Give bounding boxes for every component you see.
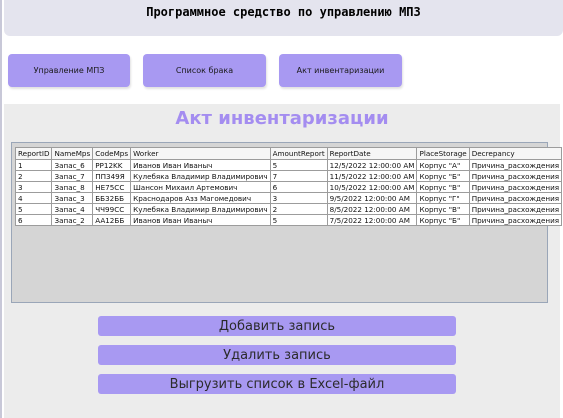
table-cell[interactable]: 2 (16, 171, 52, 182)
table-cell[interactable]: 5 (16, 204, 52, 215)
table-cell[interactable]: Кулебяка Владимир Владимирович (131, 204, 270, 215)
app-header (4, 0, 563, 36)
export-excel-button[interactable]: Выгрузить список в Excel-файл (98, 374, 456, 394)
table-cell[interactable]: Запас_3 (52, 193, 93, 204)
table-row[interactable] (16, 193, 562, 204)
column-header[interactable]: Worker (131, 148, 270, 160)
column-header[interactable]: Decrepancy (469, 148, 561, 160)
window-edge (0, 0, 2, 418)
delete-record-button[interactable]: Удалить запись (98, 345, 456, 365)
table-cell[interactable]: Причина_расхождения (469, 215, 561, 226)
table-cell[interactable]: 5 (270, 215, 327, 226)
table-cell[interactable]: Запас_8 (52, 182, 93, 193)
page-title: Акт инвентаризации (175, 108, 389, 129)
app-title: Программное средство по управлению МПЗ (146, 5, 421, 19)
table-cell[interactable]: ПП349Я (93, 171, 131, 182)
table-cell[interactable]: Корпус "Б" (417, 215, 469, 226)
table-cell[interactable]: 3 (270, 193, 327, 204)
table-row[interactable] (16, 204, 562, 215)
table-cell[interactable]: ББ32ББ (93, 193, 131, 204)
column-header[interactable]: PlaceStorage (417, 148, 469, 160)
table-cell[interactable]: Кулебяка Владимир Владимирович (131, 171, 270, 182)
table-header (16, 148, 562, 160)
table-cell[interactable]: Запас_7 (52, 171, 93, 182)
table-cell[interactable]: Причина_расхождения (469, 160, 561, 171)
table-cell[interactable]: Причина_расхождения (469, 204, 561, 215)
table-cell[interactable]: Запас_4 (52, 204, 93, 215)
table-cell[interactable]: 8/5/2022 12:00:00 AM (327, 204, 417, 215)
table-cell[interactable]: 12/5/2022 12:00:00 AM (327, 160, 417, 171)
column-header[interactable]: CodeMps (93, 148, 131, 160)
table-cell[interactable]: Запас_2 (52, 215, 93, 226)
table-cell[interactable]: Причина_расхождения (469, 171, 561, 182)
table-row[interactable] (16, 171, 562, 182)
table-cell[interactable]: Корпус "Г" (417, 193, 469, 204)
table-cell[interactable]: Краснодаров Азз Магомедович (131, 193, 270, 204)
report-grid[interactable] (11, 142, 560, 303)
table-cell[interactable]: Запас_6 (52, 160, 93, 171)
table-cell[interactable]: Причина_расхождения (469, 182, 561, 193)
table-cell[interactable]: 6 (270, 182, 327, 193)
table-cell[interactable]: 7/5/2022 12:00:00 AM (327, 215, 417, 226)
table-cell[interactable]: 4 (16, 193, 52, 204)
table-cell[interactable]: Корпус "А" (417, 160, 469, 171)
table-cell[interactable]: Иванов Иван Иваныч (131, 160, 270, 171)
table-cell[interactable]: 1 (16, 160, 52, 171)
table-cell[interactable]: 6 (16, 215, 52, 226)
manage-mpz-button[interactable]: Управление МПЗ (8, 54, 130, 87)
table-cell[interactable]: Корпус "В" (417, 204, 469, 215)
inventory-panel (4, 104, 560, 418)
table-cell[interactable]: ЧЧ99СС (93, 204, 131, 215)
table-cell[interactable]: 11/5/2022 12:00:00 AM (327, 171, 417, 182)
defects-list-button[interactable]: Список брака (143, 54, 266, 87)
table-row[interactable] (16, 160, 562, 171)
table-cell[interactable]: HE75CC (93, 182, 131, 193)
table-cell[interactable]: 10/5/2022 12:00:00 AM (327, 182, 417, 193)
table-cell[interactable]: PP12KK (93, 160, 131, 171)
table-cell[interactable]: Шансон Михаил Артемович (131, 182, 270, 193)
table-cell[interactable]: Корпус "Б" (417, 171, 469, 182)
table-cell[interactable]: Причина_расхождения (469, 193, 561, 204)
column-header[interactable]: ReportID (16, 148, 52, 160)
table-cell[interactable]: 3 (16, 182, 52, 193)
table-cell[interactable]: Иванов Иван Иваныч (131, 215, 270, 226)
table-cell[interactable]: 9/5/2022 12:00:00 AM (327, 193, 417, 204)
report-table[interactable] (15, 147, 562, 226)
table-row[interactable] (16, 215, 562, 226)
column-header[interactable]: ReportDate (327, 148, 417, 160)
inventory-act-button[interactable]: Акт инвентаризации (279, 54, 402, 87)
column-header[interactable]: AmountReport (270, 148, 327, 160)
table-cell[interactable]: 2 (270, 204, 327, 215)
table-cell[interactable]: Корпус "В" (417, 182, 469, 193)
table-row[interactable] (16, 182, 562, 193)
table-cell[interactable]: 7 (270, 171, 327, 182)
table-cell[interactable]: 5 (270, 160, 327, 171)
add-record-button[interactable]: Добавить запись (98, 316, 456, 336)
table-cell[interactable]: AA12ББ (93, 215, 131, 226)
column-header[interactable]: NameMps (52, 148, 93, 160)
